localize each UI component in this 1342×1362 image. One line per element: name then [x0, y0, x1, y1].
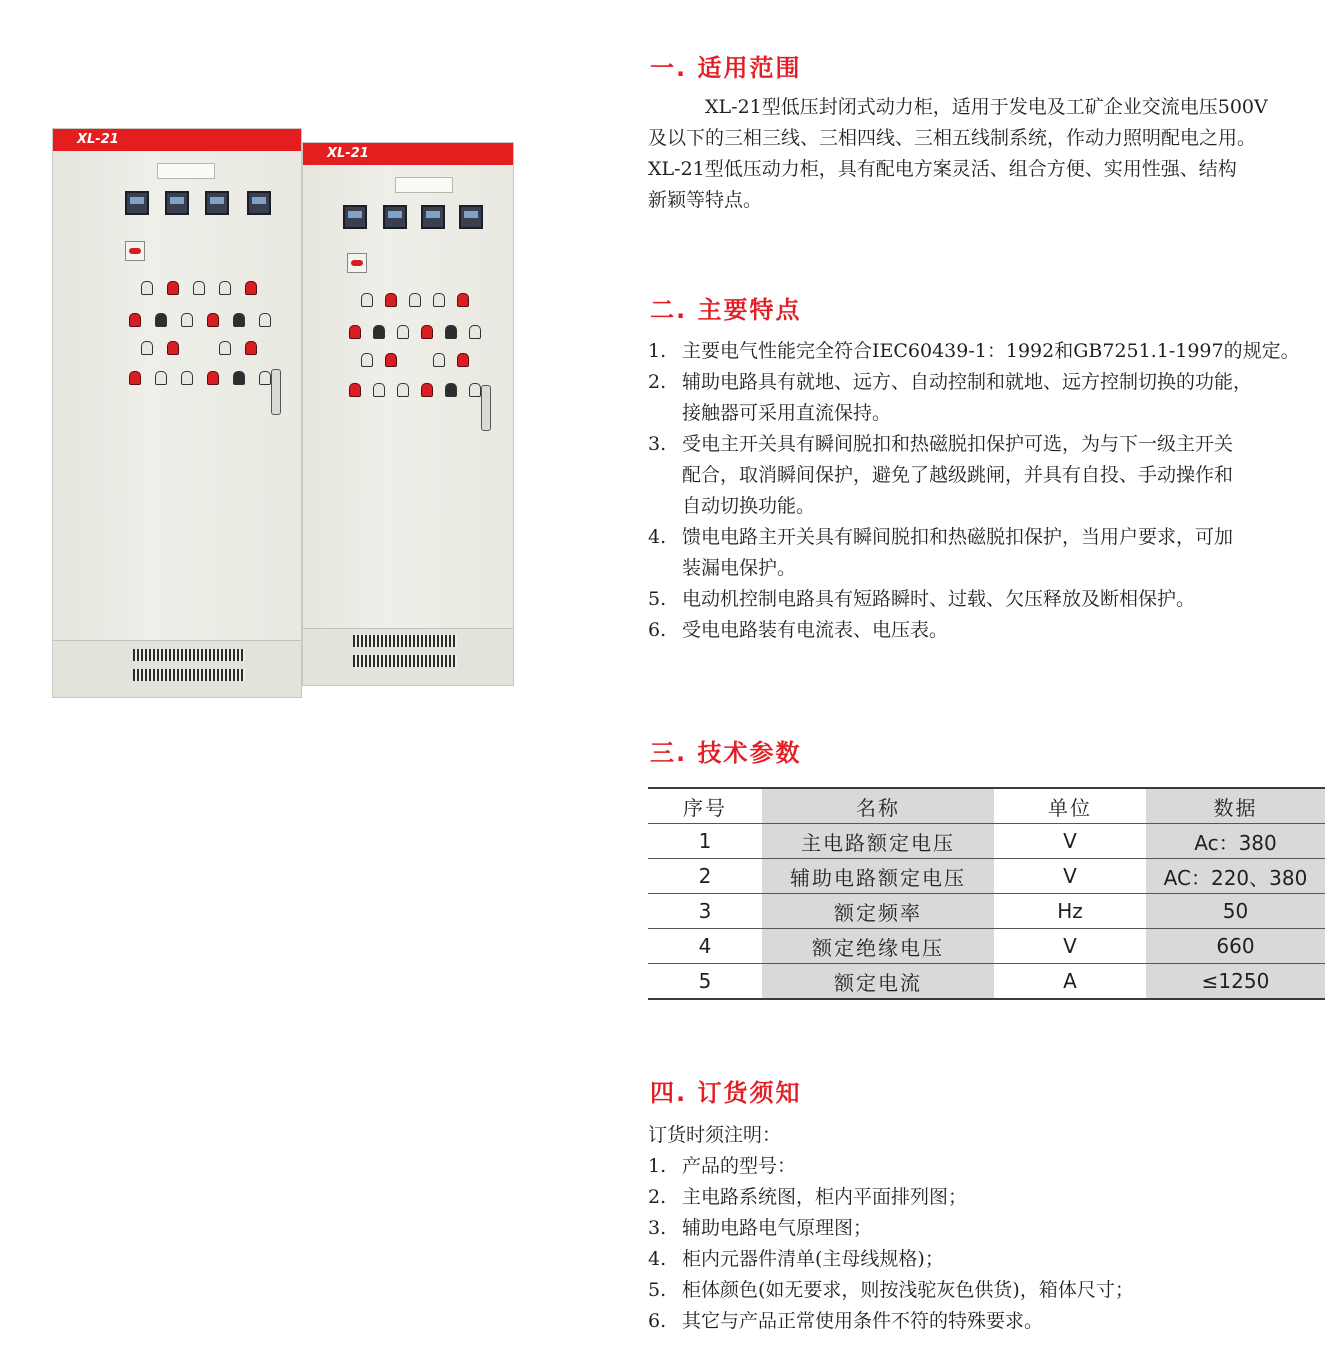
item-text: 主电路系统图，柜内平面排列图； — [682, 1186, 968, 1208]
item-text: 装漏电保护。 — [682, 557, 797, 579]
list-item — [648, 429, 1342, 522]
item-text: 自动切换功能。 — [682, 495, 816, 517]
button-icon — [245, 341, 257, 355]
table-row — [648, 929, 1325, 964]
button-icon — [445, 325, 457, 339]
vent-icon — [133, 649, 245, 661]
list-item — [648, 522, 1342, 584]
table-cell: Ac：380 — [1146, 824, 1325, 859]
item-number: 1. — [648, 1155, 667, 1177]
list-item — [648, 1275, 1342, 1306]
list-item — [648, 1151, 1342, 1182]
ordering-intro: 订货时须注明： — [648, 1124, 782, 1146]
item-text: 接触器可采用直流保持。 — [682, 402, 892, 424]
button-icon — [457, 293, 469, 307]
vent-icon — [353, 655, 457, 667]
item-text: 产品的型号： — [682, 1155, 797, 1177]
button-icon — [259, 371, 271, 385]
list-item — [648, 336, 1342, 367]
button-icon — [219, 281, 231, 295]
cabinet-plinth — [303, 628, 513, 685]
button-icon — [141, 281, 153, 295]
list-item — [648, 1213, 1342, 1244]
item-number: 4. — [648, 1248, 667, 1270]
paragraph-line: 及以下的三相三线、三相四线、三相五线制系统，作动力照明配电之用。 — [648, 127, 1257, 149]
nameplate — [157, 163, 215, 179]
table-cell: Hz — [994, 894, 1146, 929]
list-item — [648, 584, 1342, 615]
rotary-switch-icon — [347, 253, 367, 273]
table-cell: A — [994, 964, 1146, 1000]
table-cell: 3 — [648, 894, 762, 929]
button-icon — [207, 371, 219, 385]
button-icon — [433, 293, 445, 307]
list-item — [648, 1306, 1342, 1337]
button-icon — [421, 383, 433, 397]
table-cell: 4 — [648, 929, 762, 964]
table-cell: 660 — [1146, 929, 1325, 964]
column-header: 单位 — [994, 788, 1146, 824]
meter-icon — [205, 191, 229, 215]
meter-icon — [125, 191, 149, 215]
item-number: 4. — [648, 526, 667, 548]
button-icon — [385, 353, 397, 367]
item-text: 馈电电路主开关具有瞬间脱扣和热磁脱扣保护，当用户要求，可加 — [682, 526, 1234, 548]
table-cell: AC：220、380 — [1146, 859, 1325, 894]
button-icon — [141, 341, 153, 355]
column-header: 名称 — [762, 788, 994, 824]
button-icon — [207, 313, 219, 327]
button-icon — [233, 313, 245, 327]
scope-paragraph — [648, 92, 1338, 216]
table-cell: V — [994, 824, 1146, 859]
item-text: 主要电气性能完全符合IEC60439-1：1992和GB7251.1-1997的规定。 — [682, 340, 1300, 362]
table-cell: 5 — [648, 964, 762, 1000]
meter-icon — [165, 191, 189, 215]
item-text: 其它与产品正常使用条件不符的特殊要求。 — [682, 1310, 1044, 1332]
button-icon — [219, 341, 231, 355]
item-text: 受电电路装有电流表、电压表。 — [682, 619, 949, 641]
column-header: 序号 — [648, 788, 762, 824]
meter-icon — [247, 191, 271, 215]
list-item — [648, 1244, 1342, 1275]
item-number: 6. — [648, 1310, 667, 1332]
button-icon — [445, 383, 457, 397]
button-icon — [469, 383, 481, 397]
button-icon — [155, 371, 167, 385]
table-cell: 辅助电路额定电压 — [762, 859, 994, 894]
paragraph-line: XL-21型低压封闭式动力柜，适用于发电及工矿企业交流电压500V — [648, 96, 1268, 118]
item-text: 辅助电路具有就地、远方、自动控制和就地、远方控制切换的功能， — [682, 371, 1253, 393]
item-text: 电动机控制电路具有短路瞬时、过载、欠压释放及断相保护。 — [682, 588, 1196, 610]
cabinet-label: XL-21 — [53, 129, 301, 151]
item-text: 辅助电路电气原理图； — [682, 1217, 873, 1239]
button-icon — [361, 293, 373, 307]
parameters-table — [648, 787, 1325, 1000]
table-cell: V — [994, 859, 1146, 894]
item-number: 2. — [648, 371, 667, 393]
button-icon — [409, 293, 421, 307]
meter-icon — [421, 205, 445, 229]
button-icon — [181, 371, 193, 385]
button-icon — [373, 383, 385, 397]
list-item — [648, 367, 1342, 429]
meter-icon — [343, 205, 367, 229]
table-cell: 主电路额定电压 — [762, 824, 994, 859]
cabinet-plinth — [53, 640, 301, 697]
nameplate — [395, 177, 453, 193]
button-icon — [373, 325, 385, 339]
button-icon — [349, 325, 361, 339]
table-cell: 额定频率 — [762, 894, 994, 929]
item-number: 3. — [648, 1217, 667, 1239]
item-number: 6. — [648, 619, 667, 641]
features-list — [648, 336, 1342, 646]
button-icon — [397, 325, 409, 339]
button-icon — [245, 281, 257, 295]
button-icon — [421, 325, 433, 339]
button-icon — [155, 313, 167, 327]
button-icon — [361, 353, 373, 367]
button-icon — [259, 313, 271, 327]
button-icon — [167, 281, 179, 295]
paragraph-line: 新颖等特点。 — [648, 189, 763, 211]
button-icon — [181, 313, 193, 327]
button-icon — [385, 293, 397, 307]
button-icon — [193, 281, 205, 295]
item-number: 1. — [648, 340, 667, 362]
paragraph-line: XL-21型低压动力柜，具有配电方案灵活、组合方便、实用性强、结构 — [648, 158, 1237, 180]
table-row — [648, 859, 1325, 894]
meter-icon — [383, 205, 407, 229]
table-cell: 50 — [1146, 894, 1325, 929]
cabinet-label: XL-21 — [303, 143, 513, 165]
button-icon — [349, 383, 361, 397]
button-icon — [233, 371, 245, 385]
cabinet-left — [52, 128, 302, 698]
table-cell: V — [994, 929, 1146, 964]
button-icon — [167, 341, 179, 355]
table-header-row — [648, 788, 1325, 824]
button-icon — [129, 313, 141, 327]
column-header: 数据 — [1146, 788, 1325, 824]
item-text: 柜体颜色(如无要求，则按浅驼灰色供货)，箱体尺寸； — [682, 1279, 1134, 1301]
table-cell: 2 — [648, 859, 762, 894]
button-icon — [433, 353, 445, 367]
item-text: 柜内元器件清单(主母线规格)； — [682, 1248, 944, 1270]
section-title-features: 二. 主要特点 — [650, 296, 802, 324]
button-icon — [397, 383, 409, 397]
section-title-ordering: 四. 订货须知 — [650, 1079, 802, 1107]
item-number: 3. — [648, 433, 667, 455]
table-row — [648, 824, 1325, 859]
door-handle-icon — [481, 385, 491, 431]
ordering-list — [648, 1120, 1342, 1337]
table-cell: 额定绝缘电压 — [762, 929, 994, 964]
item-text: 配合，取消瞬间保护，避免了越级跳闸，并具有自投、手动操作和 — [682, 464, 1234, 486]
section-title-parameters: 三. 技术参数 — [650, 739, 802, 767]
table-row — [648, 964, 1325, 1000]
item-text: 受电主开关具有瞬间脱扣和热磁脱扣保护可选，为与下一级主开关 — [682, 433, 1234, 455]
item-number: 5. — [648, 588, 667, 610]
item-number: 2. — [648, 1186, 667, 1208]
button-icon — [129, 371, 141, 385]
list-item — [648, 1182, 1342, 1213]
button-icon — [469, 325, 481, 339]
button-icon — [457, 353, 469, 367]
table-cell: 1 — [648, 824, 762, 859]
cabinet-right — [302, 142, 514, 686]
table-cell: ≤1250 — [1146, 964, 1325, 1000]
door-handle-icon — [271, 369, 281, 415]
table-cell: 额定电流 — [762, 964, 994, 1000]
meter-icon — [459, 205, 483, 229]
rotary-switch-icon — [125, 241, 145, 261]
product-photo — [48, 118, 518, 708]
item-number: 5. — [648, 1279, 667, 1301]
vent-icon — [353, 635, 457, 647]
vent-icon — [133, 669, 245, 681]
section-title-scope: 一. 适用范围 — [650, 54, 802, 82]
table-row — [648, 894, 1325, 929]
list-item — [648, 615, 1342, 646]
